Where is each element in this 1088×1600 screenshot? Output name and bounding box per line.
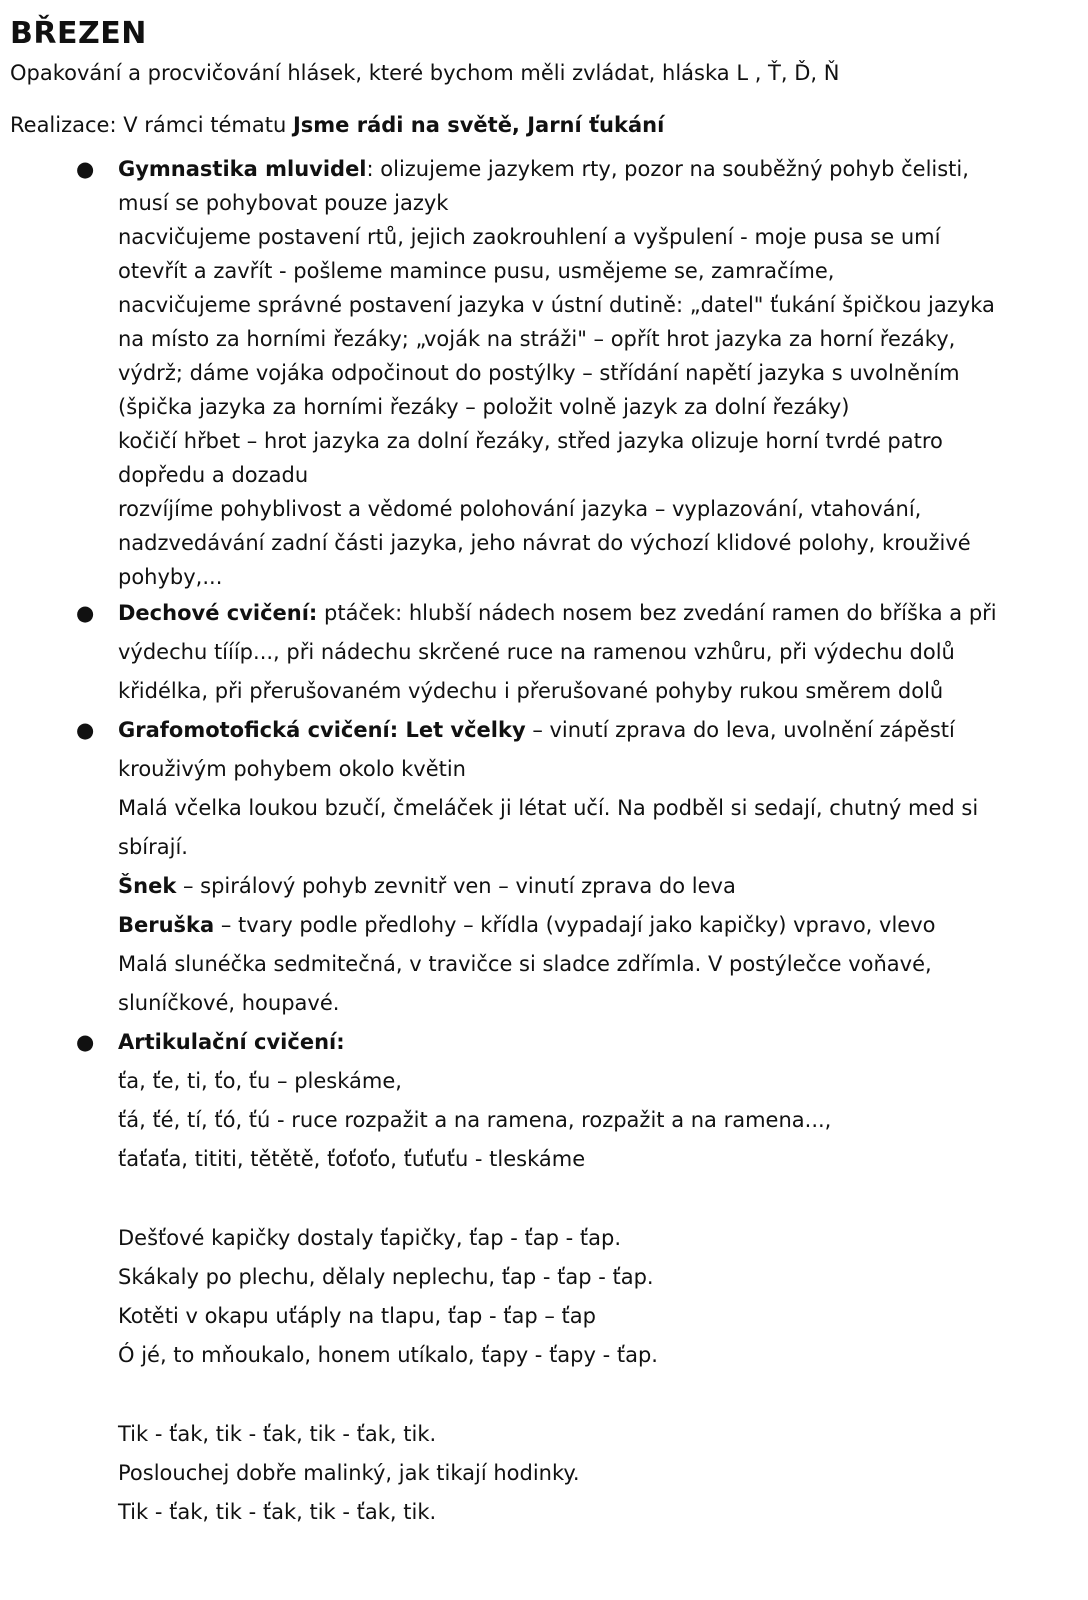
text-line: Malá slunéčka sedmitečná, v travičce si sladce zdřímla. V postýlečce voňavé, bbox=[118, 952, 932, 976]
verse-line: Skákaly po plechu, dělaly neplechu, ťap - ťap - ťap. bbox=[118, 1265, 654, 1289]
text-line: dopředu a dozadu bbox=[118, 463, 309, 487]
text-line: (špička jazyka za horními řezáky – položit volně jazyk za dolní řezáky) bbox=[118, 395, 850, 419]
text-span: – spirálový pohyb zevnitř ven – vinutí zprava do leva bbox=[176, 874, 736, 898]
gymnastika-heading: Gymnastika mluvidel bbox=[118, 157, 367, 181]
spacer bbox=[118, 1375, 1068, 1415]
dechove-item bbox=[76, 594, 1068, 711]
text-line: nacvičujeme správné postavení jazyka v ústní dutině: „datel" ťukání špičkou jazyka bbox=[118, 293, 995, 317]
text-span: : olizujeme jazykem rty, pozor na souběžný pohyb čelisti, bbox=[366, 157, 969, 181]
text-line: sluníčkové, houpavé. bbox=[118, 991, 340, 1015]
text-line: ťaťaťa, tititi, tětětě, ťoťoťo, ťuťuťu - tleskáme bbox=[118, 1147, 586, 1171]
text-line: otevřít a zavřít - pošleme mamince pusu, usmějeme se, zamračíme, bbox=[118, 259, 835, 283]
text-line: ťá, ťé, tí, ťó, ťú - ruce rozpažit a na ramena, rozpažit a na ramena..., bbox=[118, 1108, 832, 1132]
text-line bbox=[118, 594, 1068, 633]
text-span: ptáček: hlubší nádech nosem bez zvedání ramen do bříška a při bbox=[317, 601, 997, 625]
intro-line: Opakování a procvičování hlásek, které bychom měli zvládat, hláska L , Ť, Ď, Ň bbox=[10, 61, 840, 85]
bullet: ● bbox=[76, 718, 95, 742]
text-line: kočičí hřbet – hrot jazyka za dolní řezáky, střed jazyka olizuje horní tvrdé patro bbox=[118, 429, 943, 453]
text-line bbox=[118, 867, 1068, 906]
bullet: ● bbox=[76, 601, 95, 625]
verse-line: Tik - ťak, tik - ťak, tik - ťak, tik. bbox=[118, 1422, 437, 1446]
gymnastika-item bbox=[76, 152, 1068, 594]
text-line: sbírají. bbox=[118, 835, 188, 859]
verse-line: Dešťové kapičky dostaly ťapičky, ťap - ťap - ťap. bbox=[118, 1226, 622, 1250]
text-span: – vinutí zprava do leva, uvolnění zápěstí bbox=[525, 718, 955, 742]
bullet: ● bbox=[76, 1030, 95, 1054]
realizace-theme: Jsme rádi na světě, Jarní ťukání bbox=[292, 113, 665, 137]
artikulacni-heading: Artikulační cvičení: bbox=[118, 1030, 345, 1054]
text-line bbox=[118, 711, 1068, 750]
text-line bbox=[118, 152, 1068, 186]
text-line: ťa, ťe, ti, ťo, ťu – pleskáme, bbox=[118, 1069, 402, 1093]
text-span: – tvary podle předlohy – křídla (vypadají jako kapičky) vpravo, vlevo bbox=[214, 913, 936, 937]
dechove-heading: Dechové cvičení: bbox=[118, 601, 318, 625]
realizace-prefix: Realizace: V rámci tématu bbox=[10, 113, 293, 137]
grafo-heading: Grafomotofická cvičení: Let včelky bbox=[118, 718, 526, 742]
verse-line: Kotěti v okapu uťáply na tlapu, ťap - ťap – ťap bbox=[118, 1304, 596, 1328]
text-line: na místo za horními řezáky; „voják na stráži" – opřít hrot jazyka za horní řezáky, bbox=[118, 327, 956, 351]
page-title: BŘEZEN bbox=[10, 16, 147, 51]
beruska-label: Beruška bbox=[118, 913, 215, 937]
text-line: nacvičujeme postavení rtů, jejich zaokrouhlení a vyšpulení - moje pusa se umí bbox=[118, 225, 941, 249]
spacer bbox=[118, 1179, 1068, 1219]
verse-line: Tik - ťak, tik - ťak, tik - ťak, tik. bbox=[118, 1500, 437, 1524]
text-line: křidélka, při přerušovaném výdechu i přerušované pohyby rukou směrem dolů bbox=[118, 679, 944, 703]
exercise-list bbox=[10, 152, 1068, 1532]
text-line: výdechu tíííp..., při nádechu skrčené ruce na ramenou vzhůru, při výdechu dolů bbox=[118, 640, 955, 664]
text-line: musí se pohybovat pouze jazyk bbox=[118, 191, 449, 215]
verse-line: Ó jé, to mňoukalo, honem utíkalo, ťapy - ťapy - ťap. bbox=[118, 1343, 658, 1367]
text-line: nadzvedávání zadní části jazyka, jeho návrat do výchozí klidové polohy, krouživé bbox=[118, 531, 971, 555]
grafomotoricka-item bbox=[76, 711, 1068, 1023]
bullet: ● bbox=[76, 157, 95, 181]
text-line: Malá včelka loukou bzučí, čmeláček ji létat učí. Na podběl si sedají, chutný med si bbox=[118, 796, 979, 820]
text-line: pohyby,... bbox=[118, 565, 223, 589]
text-line: krouživým pohybem okolo květin bbox=[118, 757, 466, 781]
text-line bbox=[118, 906, 1068, 945]
verse-line: Poslouchej dobře malinký, jak tikají hodinky. bbox=[118, 1461, 580, 1485]
realizace-line bbox=[10, 108, 1068, 142]
snek-label: Šnek bbox=[118, 874, 177, 898]
text-line: výdrž; dáme vojáka odpočinout do postýlky – střídání napětí jazyka s uvolněním bbox=[118, 361, 960, 385]
artikulacni-item bbox=[76, 1023, 1068, 1532]
text-line: rozvíjíme pohyblivost a vědomé polohování jazyka – vyplazování, vtahování, bbox=[118, 497, 922, 521]
